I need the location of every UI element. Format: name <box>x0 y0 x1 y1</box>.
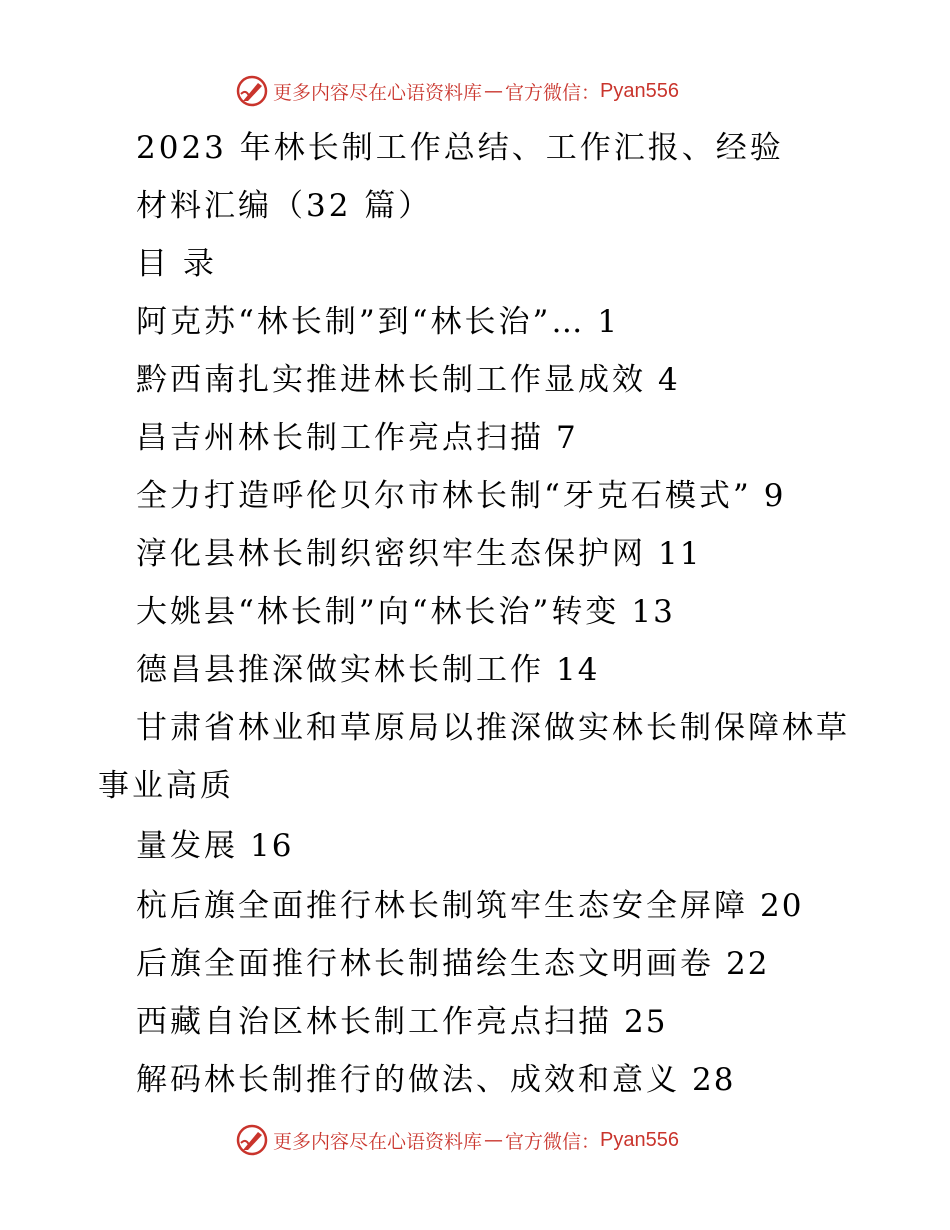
toc-entry <box>136 1002 667 1042</box>
quill-pen-logo-icon <box>235 74 269 108</box>
toc-entry-page: 7 <box>556 420 578 456</box>
toc-long-entry-line-3 <box>136 826 293 866</box>
toc-entry <box>136 1060 735 1100</box>
watermark-label: 官方微信： <box>505 1130 601 1153</box>
quill-pen-logo-icon <box>235 1123 269 1157</box>
toc-entry-page: 25 <box>624 1004 668 1040</box>
document-title-line-1: 2023 年林长制工作总结、工作汇报、经验 <box>136 130 784 166</box>
toc-heading: 目 录 <box>136 246 217 282</box>
watermark-dash: — <box>484 1129 504 1151</box>
toc-entry <box>136 534 701 574</box>
toc-entry-page: 14 <box>556 652 600 688</box>
toc-entry-title: 杭后旗全面推行林长制筑牢生态安全屏障 <box>136 888 748 924</box>
toc-entry-title: 全力打造呼伦贝尔市林长制“牙克石模式” <box>136 478 752 514</box>
toc-entry <box>136 302 619 342</box>
document-title-line-2: 材料汇编（32 篇） <box>136 188 433 224</box>
toc-entry <box>136 592 675 632</box>
toc-entry-page: 9 <box>763 478 786 514</box>
toc-entry-title: 西藏自治区林长制工作亮点扫描 <box>136 1004 612 1040</box>
toc-entry-page: 16 <box>250 828 294 864</box>
toc-entry-page: 28 <box>692 1062 736 1098</box>
footer-watermark <box>235 1122 679 1158</box>
header-watermark <box>235 73 679 109</box>
toc-entry-title: 德昌县推深做实林长制工作 <box>136 652 544 688</box>
toc-long-entry-line-2: 事业高质 <box>98 768 234 804</box>
toc-entry-title: 后旗全面推行林长制描绘生态文明画卷 <box>136 946 714 982</box>
toc-entry-page: 11 <box>658 536 702 572</box>
toc-entry-title: 淳化县林长制织密织牢生态保护网 <box>136 536 646 572</box>
toc-entry-title: 昌吉州林长制工作亮点扫描 <box>136 420 544 456</box>
toc-entry-page: 1 <box>597 304 620 340</box>
watermark-account: Pyan556 <box>600 79 679 102</box>
toc-entry-page: 20 <box>760 888 804 924</box>
watermark-dash: — <box>484 80 504 102</box>
watermark-text: 更多内容尽在心语资料库 <box>273 1130 483 1153</box>
toc-entry <box>136 650 599 690</box>
toc-entry-title: 解码林长制推行的做法、成效和意义 <box>136 1062 680 1098</box>
toc-entry <box>136 476 785 516</box>
toc-long-entry-line-1: 甘肃省林业和草原局以推深做实林长制保障林草 <box>136 710 850 746</box>
watermark-label: 官方微信： <box>505 81 601 104</box>
toc-entry-title: 黔西南扎实推进林长制工作显成效 <box>136 362 646 398</box>
toc-entry-page: 4 <box>658 362 680 398</box>
toc-entry-page: 13 <box>631 594 675 630</box>
toc-entry <box>136 418 578 458</box>
toc-entry <box>136 360 680 400</box>
toc-entry-title: 大姚县“林长制”向“林长治”转变 <box>136 594 620 630</box>
toc-entry-title: 阿克苏“林长制”到“林长治”… <box>136 304 586 340</box>
toc-entry <box>136 944 769 984</box>
toc-entry <box>136 886 803 926</box>
toc-entry-page: 22 <box>726 946 770 982</box>
watermark-account: Pyan556 <box>600 1128 679 1151</box>
watermark-text: 更多内容尽在心语资料库 <box>273 81 483 104</box>
toc-entry-title: 量发展 <box>136 828 238 864</box>
